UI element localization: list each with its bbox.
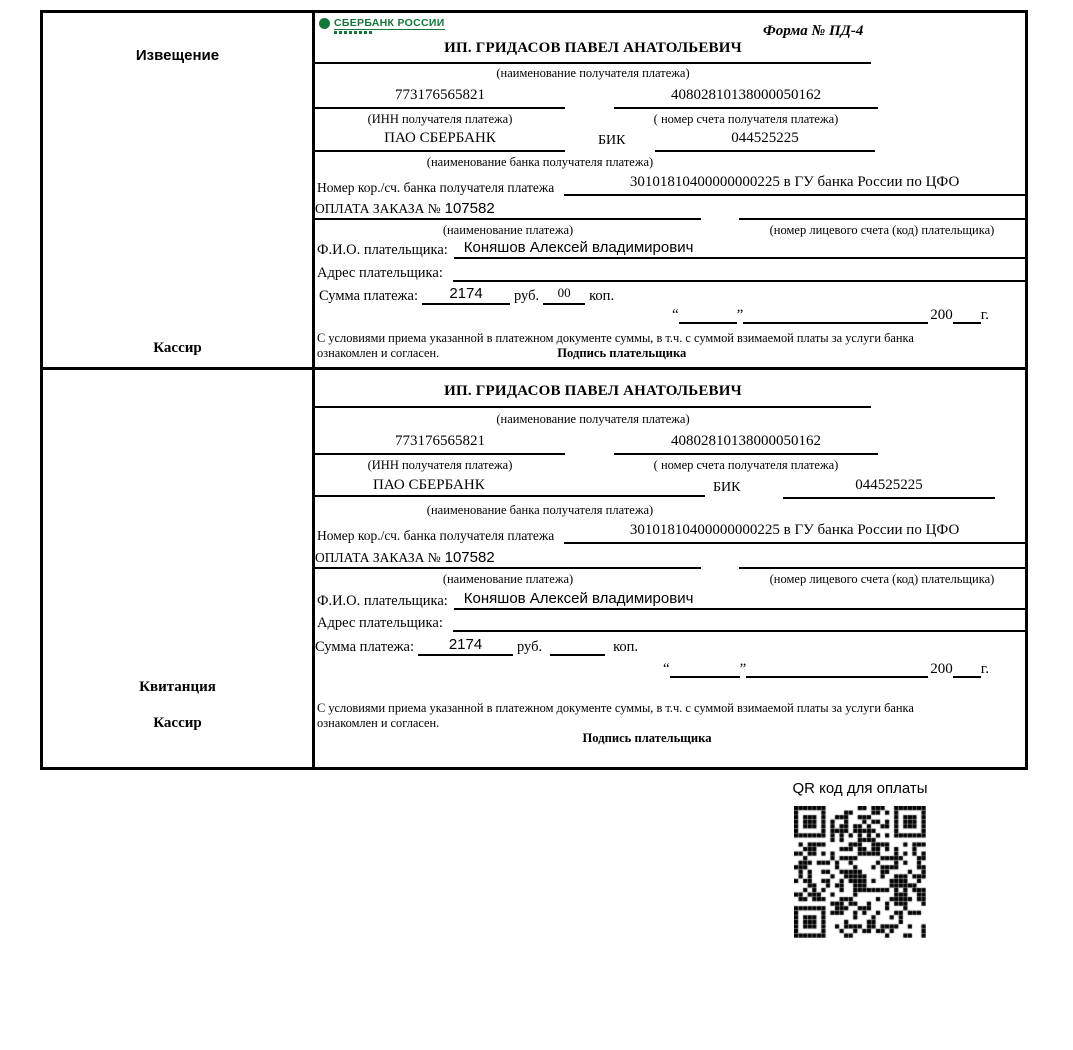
corr-account-value: 30101810400000000225 в ГУ банка России по ЦФО [564, 522, 1025, 544]
receipt-cashier-label: Кассир [153, 715, 202, 731]
year-prefix: 200 [930, 661, 953, 677]
payer-name-value: Коняшов Алексей владимирович [454, 590, 1025, 610]
agreement-line2-row [317, 346, 686, 361]
kop-label: коп. [613, 639, 639, 655]
payer-name-row [317, 241, 1025, 259]
account-value: 40802810138000050162 [614, 87, 878, 109]
amount-row [315, 638, 638, 656]
bik-value: 044525225 [655, 130, 875, 152]
year-field [953, 658, 981, 678]
order-number: 107582 [444, 549, 495, 566]
payment-table [40, 10, 1028, 770]
recipient-name-label: (наименование получателя платежа) [496, 66, 690, 80]
inn-value: 773176565821 [315, 87, 565, 109]
form-number: Форма № ПД-4 [763, 23, 864, 39]
amount-kop-value: 00 [543, 285, 585, 305]
personal-account-field [739, 200, 1025, 220]
payer-address-label: Адрес плательщика: [317, 265, 443, 281]
personal-account-label: (номер лицевого счета (код) плательщика) [769, 572, 995, 586]
payer-signature-label: Подпись плательщика [582, 731, 712, 745]
rub-label: руб. [517, 639, 543, 655]
sberbank-logo-text: СБЕРБАНК РОССИИ [334, 17, 445, 29]
amount-kop-value [550, 636, 605, 656]
recipient-title: ИП. ГРИДАСОВ ПАВЕЛ АНАТОЛЬЕВИЧ [315, 383, 871, 408]
bank-name-value: ПАО СБЕРБАНК [315, 477, 705, 497]
bik-value: 044525225 [783, 477, 995, 499]
date-month-field [743, 304, 928, 324]
payment-name-label: (наименование платежа) [442, 223, 574, 237]
payment-name-value: ОПЛАТА ЗАКАЗА № 107582 [315, 200, 701, 220]
year-prefix: 200 [930, 307, 953, 323]
notice-cashier-label: Кассир [153, 340, 202, 356]
bank-name-label: (наименование банка получателя платежа) [426, 503, 654, 517]
amount-label: Сумма платежа: [315, 639, 414, 655]
personal-account-field [739, 549, 1025, 569]
date-month-field [746, 658, 928, 678]
agreement-line1: С условиями приема указанной в платежном документе суммы, в т.ч. с суммой взимаемой платы за услуги банка [317, 331, 914, 345]
notice-side-cell [43, 13, 315, 367]
amount-rub-value: 2174 [422, 285, 510, 305]
payer-address-row [317, 614, 1025, 632]
payer-name-label: Ф.И.О. плательщика: [317, 242, 448, 258]
order-number: 107582 [444, 200, 495, 217]
date-row [672, 306, 989, 324]
corr-account-row [317, 176, 1025, 196]
inn-label: (ИНН получателя платежа) [367, 458, 513, 472]
section-receipt [43, 370, 1025, 767]
account-value: 40802810138000050162 [614, 433, 878, 455]
agreement-line1: С условиями приема указанной в платежном документе суммы, в т.ч. с суммой взимаемой платы за услуги банка [317, 701, 914, 715]
date-day-field [679, 304, 737, 324]
payer-address-value [453, 262, 1025, 282]
year-field [953, 304, 981, 324]
personal-account-label: (номер лицевого счета (код) плательщика) [769, 223, 995, 237]
year-suffix: г. [980, 661, 989, 677]
payer-address-row [317, 264, 1025, 282]
corr-account-label: Номер кор./сч. банка получателя платежа [317, 180, 555, 195]
inn-value: 773176565821 [315, 433, 565, 455]
payment-name-label: (наименование платежа) [442, 572, 574, 586]
corr-account-row [317, 524, 1025, 544]
agreement-line2: ознакомлен и согласен. [317, 346, 440, 360]
quote-open: “ [671, 307, 679, 323]
account-label: ( номер счета получателя платежа) [653, 112, 839, 126]
date-row [663, 660, 989, 678]
payer-name-value: Коняшов Алексей владимирович [454, 239, 1025, 259]
bank-name-label: (наименование банка получателя платежа) [426, 155, 654, 169]
kop-label: коп. [589, 288, 615, 304]
payer-signature-label: Подпись плательщика [557, 346, 687, 360]
date-day-field [670, 658, 740, 678]
amount-row [319, 287, 614, 305]
quote-close: ” [736, 307, 744, 323]
receipt-side-cell [43, 370, 315, 767]
notice-content [315, 13, 1025, 367]
qr-code [794, 806, 926, 938]
quote-close: ” [739, 661, 747, 677]
section-notice [43, 13, 1025, 370]
payer-address-value [453, 612, 1025, 632]
bik-label: БИК [713, 480, 741, 495]
receipt-content [315, 370, 1025, 767]
payer-name-row [317, 592, 1025, 610]
quote-open: “ [662, 661, 670, 677]
year-suffix: г. [980, 307, 989, 323]
corr-account-value: 30101810400000000225 в ГУ банка России по ЦФО [564, 174, 1025, 196]
amount-rub-value: 2174 [418, 636, 513, 656]
payer-name-label: Ф.И.О. плательщика: [317, 593, 448, 609]
amount-label: Сумма платежа: [319, 288, 418, 304]
inn-label: (ИНН получателя платежа) [367, 112, 513, 126]
payer-address-label: Адрес плательщика: [317, 615, 443, 631]
payment-name-value: ОПЛАТА ЗАКАЗА № 107582 [315, 549, 701, 569]
recipient-title: ИП. ГРИДАСОВ ПАВЕЛ АНАТОЛЬЕВИЧ [315, 40, 871, 64]
agreement-line2: ознакомлен и согласен. [317, 716, 440, 730]
account-label: ( номер счета получателя платежа) [653, 458, 839, 472]
notice-side-label: Извещение [135, 47, 220, 64]
bank-name-value: ПАО СБЕРБАНК [315, 130, 565, 152]
receipt-side-label: Квитанция [139, 679, 216, 695]
recipient-name-label: (наименование получателя платежа) [496, 412, 690, 426]
bik-label: БИК [598, 133, 626, 148]
sberbank-logo-tagline [334, 31, 372, 34]
sberbank-logo [319, 17, 445, 34]
sberbank-logo-icon [319, 18, 330, 29]
rub-label: руб. [514, 288, 540, 304]
corr-account-label: Номер кор./сч. банка получателя платежа [317, 528, 555, 543]
qr-code-label: QR код для оплаты [792, 780, 928, 797]
